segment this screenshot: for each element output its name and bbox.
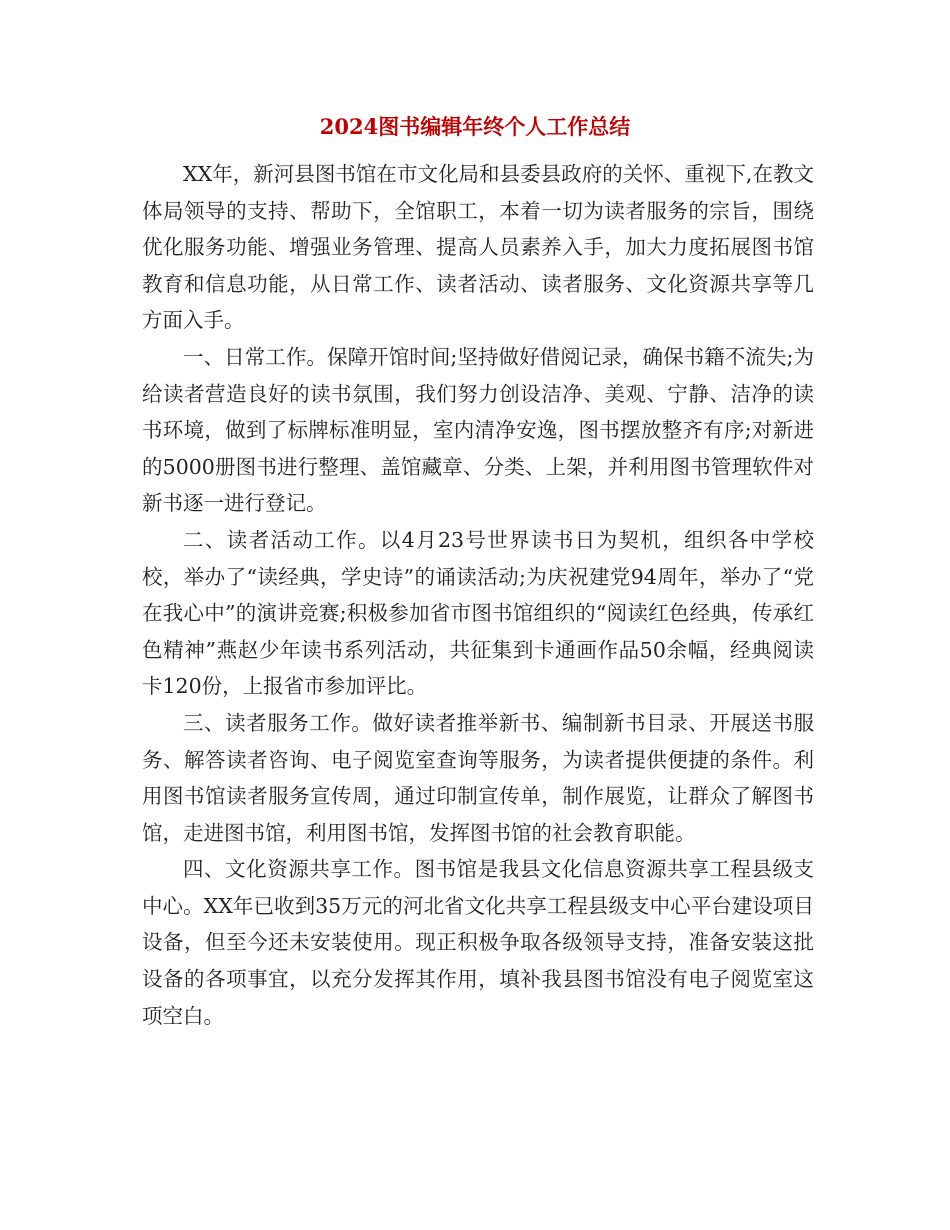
paragraph-reader-activities: 二、读者活动工作。以4月23号世界读书日为契机，组织各中学校校，举办了“读经典，学史诗”的诵读活动;为庆祝建党94周年，举办了“党在我心中”的演讲竞赛;积极参加省市图书馆组织的“阅读红色经典，传承红色精神”燕赵少年读书系列活动，共征集到卡通画作品50余幅，经典阅读卡120份，上报省市参加评比。	[142, 527, 814, 699]
document-body	[142, 156, 814, 1034]
paragraph-intro: XX年，新河县图书馆在市文化局和县委县政府的关怀、重视下,在教文体局领导的支持、帮助下，全馆职工，本着一切为读者服务的宗旨，围绕优化服务功能、增强业务管理、提高人员素养入手，加大力度拓展图书馆教育和信息功能，从日常工作、读者活动、读者服务、文化资源共享等几方面入手。	[142, 162, 814, 333]
paragraph-reader-services: 三、读者服务工作。做好读者推举新书、编制新书目录、开展送书服务、解答读者咨询、电子阅览室查询等服务，为读者提供便捷的条件。利用图书馆读者服务宣传周，通过印制宣传单，制作展览，让群众了解图书馆，走进图书馆，利用图书馆，发挥图书馆的社会教育职能。	[142, 710, 814, 845]
paragraph-resource-sharing: 四、文化资源共享工作。图书馆是我县文化信息资源共享工程县级支中心。XX年已收到35万元的河北省文化共享工程县级支中心平台建设项目设备，但至今还未安装使用。现正积极争取各级领导支持，准备安装这批设备的各项事宜，以充分发挥其作用，填补我县图书馆没有电子阅览室这项空白。	[142, 857, 814, 1028]
document-title: 2024图书编辑年终个人工作总结	[319, 114, 631, 139]
paragraph-daily-work: 一、日常工作。保障开馆时间;坚持做好借阅记录，确保书籍不流失;为给读者营造良好的读书氛围，我们努力创设洁净、美观、宁静、洁净的读书环境，做到了标牌标准明显，室内清净安逸，图书摆放整齐有序;对新进的5000册图书进行整理、盖馆藏章、分类、上架，并利用图书管理软件对新书逐一进行登记。	[142, 344, 814, 516]
